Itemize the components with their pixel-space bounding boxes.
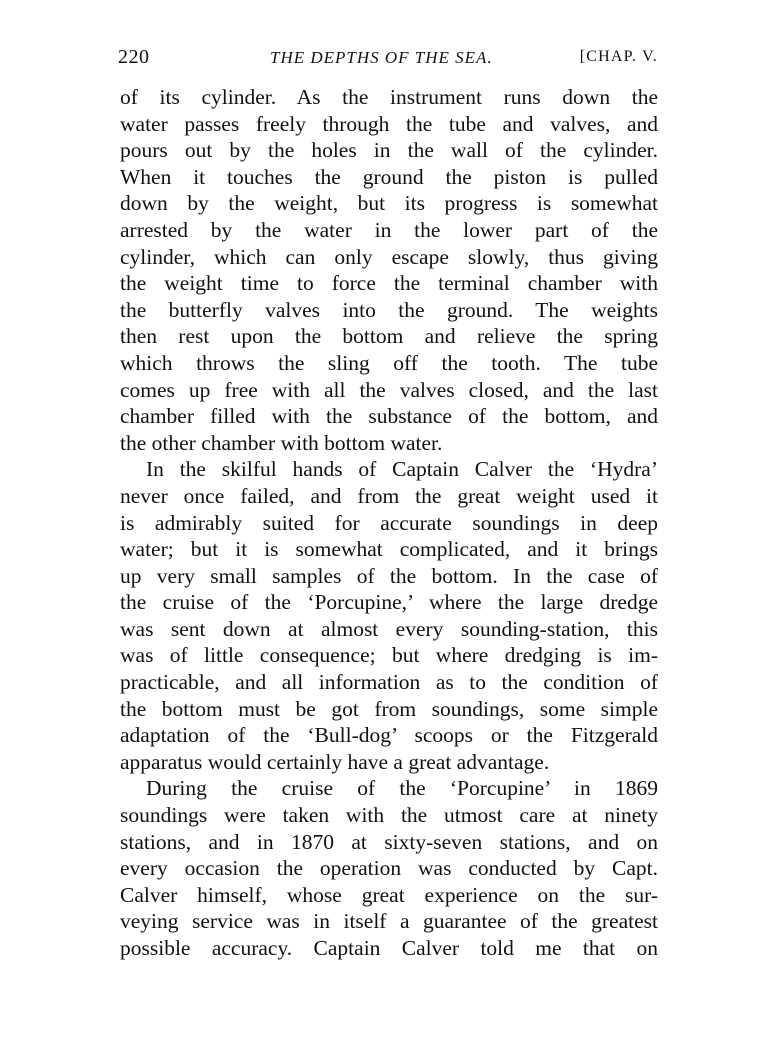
page-header bbox=[118, 46, 658, 76]
text-line: the weight time to force the terminal chamber with bbox=[120, 271, 658, 296]
text-line: practicable, and all information as to the condition of bbox=[120, 670, 658, 695]
text-line: When it touches the ground the piston is pulled bbox=[120, 164, 658, 189]
running-title: THE DEPTHS OF THE SEA. bbox=[270, 48, 493, 67]
paragraph-2 bbox=[120, 456, 658, 775]
text-line: arrested by the water in the lower part of the bbox=[120, 217, 658, 242]
text-line: the bottom must be got from soundings, some simple bbox=[120, 696, 658, 721]
text-line: was of little consequence; but where dredging is im- bbox=[120, 643, 658, 668]
text-line: water passes freely through the tube and valves, and bbox=[120, 111, 658, 136]
text-line: water; but it is somewhat complicated, and it brings bbox=[120, 537, 658, 562]
text-line: the other chamber with bottom water. bbox=[120, 430, 443, 455]
text-line: adaptation of the ‘Bull-dog’ scoops or the Fitzgerald bbox=[120, 723, 658, 748]
text-line: chamber filled with the substance of the bottom, and bbox=[120, 404, 658, 429]
text-line: possible accuracy. Captain Calver told me that on bbox=[120, 936, 658, 960]
text-line: Calver himself, whose great experience on the sur- bbox=[120, 882, 658, 907]
text-line: was sent down at almost every sounding-station, this bbox=[120, 616, 658, 641]
paragraph-3 bbox=[120, 775, 658, 961]
text-line: of its cylinder. As the instrument runs down the bbox=[120, 85, 658, 109]
text-line: is admirably suited for accurate soundings in deep bbox=[120, 510, 658, 535]
body-text bbox=[120, 84, 658, 962]
text-line: During the cruise of the ‘Porcupine’ in 1869 bbox=[146, 776, 658, 801]
text-line: soundings were taken with the utmost care at ninety bbox=[120, 803, 658, 828]
page-number: 220 bbox=[118, 46, 150, 68]
text-line: then rest upon the bottom and relieve the spring bbox=[120, 324, 658, 349]
chapter-reference: [CHAP. V. bbox=[579, 48, 658, 65]
text-line: which throws the sling off the tooth. The tube bbox=[120, 350, 658, 375]
text-line: up very small samples of the bottom. In the case of bbox=[120, 563, 658, 588]
text-line: cylinder, which can only escape slowly, thus giving bbox=[120, 244, 658, 269]
text-line: never once failed, and from the great weight used it bbox=[120, 483, 658, 508]
text-line: the butterfly valves into the ground. The weights bbox=[120, 297, 658, 322]
text-line: veying service was in itself a guarantee of the greatest bbox=[120, 909, 658, 934]
text-line: stations, and in 1870 at sixty-seven stations, and on bbox=[120, 829, 658, 854]
text-line: down by the weight, but its progress is somewhat bbox=[120, 191, 658, 216]
text-line: every occasion the operation was conducted by Capt. bbox=[120, 856, 658, 881]
text-line: pours out by the holes in the wall of the cylinder. bbox=[120, 138, 658, 163]
text-line: In the skilful hands of Captain Calver the ‘Hydra’ bbox=[146, 457, 658, 482]
text-line: apparatus would certainly have a great advantage. bbox=[120, 749, 550, 774]
text-line: comes up free with all the valves closed, and the last bbox=[120, 377, 658, 402]
paragraph-1 bbox=[120, 84, 658, 456]
text-line: the cruise of the ‘Porcupine,’ where the large dredge bbox=[120, 590, 658, 615]
